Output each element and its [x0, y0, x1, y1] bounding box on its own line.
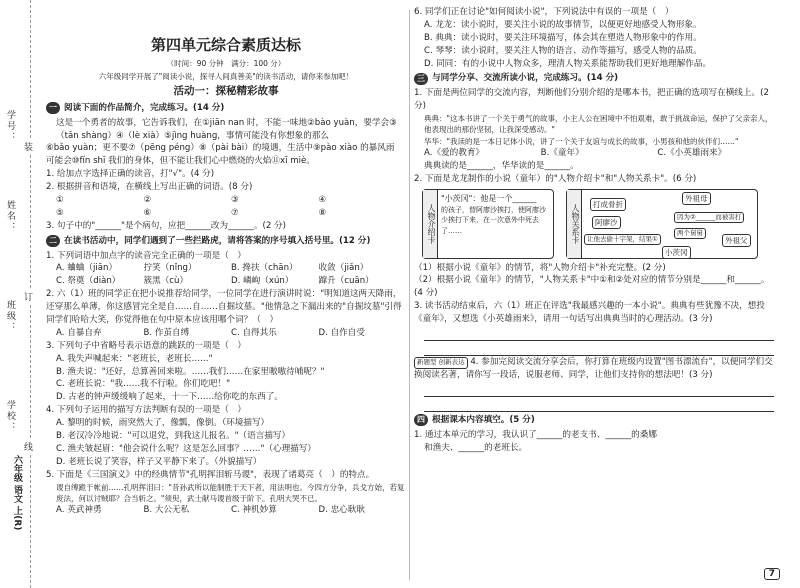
- option[interactable]: A. 黎明的时候，雨突然大了，像瓢，像倒。（环境描写）: [56, 418, 270, 429]
- option[interactable]: A. 龙龙：读小说时，要关注小说的故事情节，以便更好地感受人物形象。: [424, 19, 702, 30]
- blank-row: [46, 207, 406, 220]
- column-divider: [409, 10, 410, 580]
- option[interactable]: D. 同同：有的小说中人物众多，理清人物关系能帮助我们更好地理解作品。: [424, 58, 712, 69]
- section-4-heading: [414, 414, 774, 427]
- option: 收敛（jiǎn）: [318, 263, 369, 274]
- option[interactable]: A. 英武神勇: [56, 505, 102, 516]
- grade-brand: 六年级 语文 上(R): [12, 455, 22, 531]
- right-column: [414, 6, 774, 454]
- question-text: 4. 参加完阅读交流分享会后，你打算在班级内设置"图书漂流台"，以便同学们交换阅读名著，请你写一段话，说服老师、同学，让他们支持你的想法吧！(3 分): [414, 357, 773, 380]
- option-row: [414, 147, 774, 160]
- option[interactable]: B. 渔夫说："还好，总算善回来啦。……我们……在家里嗷嗷待哺呢？": [56, 366, 325, 377]
- question[interactable]: 1. 通过本单元的学习，我认识了______的老支书、______的桑娜: [414, 429, 657, 440]
- option: 簇黑（cù）: [143, 276, 189, 287]
- option[interactable]: C. 老班长说："我……我不行啦。你们吃吧！": [56, 379, 231, 390]
- margin-label-school: 学校：: [5, 400, 15, 433]
- option[interactable]: C. 神机妙算: [231, 505, 277, 516]
- activity-heading: 活动一：探秘精彩故事: [173, 85, 279, 97]
- question: 1. 下列词语中加点字的读音完全正确的一项是（ ）: [46, 250, 246, 261]
- option-row: [46, 504, 406, 517]
- passage-line: 这是一个勇者的故事，它告诉我们，在①jiān nan 时，不能一味地②bào yuàn，要学会③（tǎn shàng）④（lè xià）⑤jìng huàng，事情可能没有你想象的那么: [56, 117, 397, 141]
- node-steal-cross: 让他去偷十字架，结果①: [584, 234, 661, 246]
- answer-line[interactable]: [424, 385, 774, 397]
- new-type-badge: 新题型 创新表达: [414, 357, 468, 369]
- blank-label[interactable]: ⑦: [231, 207, 239, 218]
- binding-margin: [0, 0, 40, 588]
- option[interactable]: D. 古老的钟声缓缓响了起来，十一下……给你吃的东西了。: [56, 392, 283, 403]
- left-column: [46, 6, 406, 517]
- option[interactable]: B. 老汉冷冷地说："可以退党，到我这儿报名。"（语言描写）: [56, 431, 291, 442]
- answer-line[interactable]: 典典读的是______，华华读的是______。: [424, 160, 579, 171]
- section-badge: 二: [46, 235, 60, 247]
- card-desc: 的孩子，替阿廖沙挨打，使阿廖沙少挨打下来，在一次意外中死去了……: [441, 205, 546, 235]
- option[interactable]: C. 琴琴：读小说时，要关注人物的语言、动作等描写，感受人物的品质。: [424, 45, 702, 56]
- section-badge: 一: [46, 102, 60, 114]
- margin-label-name: 姓名：: [5, 200, 15, 233]
- option-row: [46, 275, 406, 288]
- answer-line[interactable]: [424, 344, 774, 356]
- section-badge: 四: [414, 414, 428, 426]
- character-intro-card: [422, 189, 554, 259]
- option[interactable]: D. 自作自受: [318, 327, 365, 338]
- answer-line[interactable]: [424, 329, 774, 341]
- option[interactable]: B. 搀扶（chān）: [231, 263, 298, 274]
- margin-cut-2: 订: [24, 290, 33, 303]
- page-title: 第四单元综合素质达标: [150, 36, 301, 54]
- option[interactable]: C.《小英雄雨来》: [657, 147, 727, 158]
- card-side-label: 人物关系卡: [567, 190, 582, 258]
- option[interactable]: B.《童年》: [540, 147, 584, 158]
- card-body: [438, 190, 553, 258]
- blank-row: [46, 194, 406, 207]
- question: （2）根据小说《童年》的情节，"人物关系卡"中①和②处对应的情节分别是______和______。(4 分): [414, 275, 770, 299]
- option[interactable]: C. 自得其乐: [231, 327, 277, 338]
- node-grandfather: 外祖父: [722, 234, 751, 247]
- blank-label[interactable]: ⑧: [318, 207, 327, 218]
- section-2-heading: [46, 235, 406, 248]
- section-title: 根据课本内容填空。(5 分): [432, 414, 535, 425]
- character-relation-card: [566, 189, 758, 259]
- blank-label[interactable]: ②: [143, 194, 152, 205]
- option[interactable]: D. 嶙峋（xún）: [231, 276, 294, 287]
- option-row: [46, 327, 406, 340]
- question: 6. 同学们正在讨论"如何阅读小说"，下列说法中有误的一项是（ ）: [414, 7, 674, 17]
- question: 4. 下列句子运用的描写方法判断有误的一项是（ ）: [46, 405, 246, 416]
- question[interactable]: 和渔夫、______的老班长。: [424, 442, 528, 453]
- passage-line: 可能会⑩fín shī 我们的身体，但不能让我们心中燃烧的火焰⑪xī miè。: [46, 156, 315, 167]
- option[interactable]: B. 典典：读小说时，要关注环境描写，体会其在塑造人物形象中的作用。: [424, 32, 702, 43]
- quote: 华华："我读的是一本日记体小说，讲了一个关于友谊与成长的故事，小男孩和他的伙伴们……": [424, 136, 739, 146]
- question: 2. 六（1）班的同学正在把小说推荐给同学，一位同学在进行演讲时说："明知道这两天降雨，还穿那么单薄，你这感冒完全是自……自……自掘坟墓。"他情急之下漏出来的"自掘坟墓"引得同学们哈哈大笑，你觉得他在句中原本应该用哪个词？（ ）: [46, 289, 402, 325]
- page-subtitle: （时间：90 分钟 满分：100 分）: [166, 58, 286, 68]
- option[interactable]: C. 渔夫皱起眉："他会说什么呢？这是怎么回事？……"（心理描写）: [56, 443, 316, 454]
- question: [414, 356, 774, 382]
- passage-line: ⑥bǎo yuàn；更不要⑦（pēng péng）⑧（pài bài）的境遇，生活中⑨pào xiào 的暴风雨: [46, 143, 395, 154]
- blank-label[interactable]: ⑥: [143, 207, 152, 218]
- blank-label[interactable]: ④: [318, 194, 327, 205]
- node-gypsy: 小茨冈: [662, 246, 691, 259]
- question: 3. 下列句子中省略号表示语意的跳跃的一项是（ ）: [46, 340, 246, 351]
- blank-label[interactable]: ⑤: [56, 207, 64, 218]
- option[interactable]: B. 大公无私: [143, 505, 190, 516]
- question: 5. 下面是《三国演义》中的经典情节"孔明挥泪斩马谡"，表现了诸葛亮（ ）的特点。: [46, 469, 375, 480]
- option[interactable]: A. 自暴自弃: [56, 327, 102, 338]
- question: 3. 读书活动结束后，六（1）班正在评选"我最感兴趣的一本小说"。典典有些犹豫不决，想投《童年》，又想选《小英雄雨来》，请用一句话写出典典当时的心理活动。(3 分): [414, 301, 765, 325]
- blank-label[interactable]: ③: [231, 194, 239, 205]
- section-title: 在读书活动中，同学们遇到了一些拦路虎，请将答案的序号填入括号里。(12 分): [64, 235, 371, 246]
- intro-text: 六年级同学开展了"阅读小说，探寻人间真善美"的读书活动，请你来参加吧！: [98, 71, 354, 81]
- option[interactable]: D. 忠心耿耿: [318, 505, 365, 516]
- quoted-text: 谡自缚跪于帐前……孔明挥泪曰："昔孙武所以能制胜于天下者，用法明也。今四方分争，兵戈方始，若复废法，何以讨贼耶？合当斩之。"须臾，武士献马谡首级于阶下。孔明大哭不已。: [56, 482, 405, 503]
- margin-cut-1: 装: [24, 140, 33, 153]
- option: 拧笑（nǐng）: [143, 263, 197, 274]
- section-1-heading: [46, 102, 406, 115]
- margin-cut-3: 线: [24, 440, 33, 453]
- question: 2. 下面是龙龙制作的小说（童年）的"人物介绍卡"和"人物关系卡"。(6 分): [414, 173, 697, 184]
- margin-label-class: 班级：: [5, 300, 15, 333]
- card-area: [422, 189, 774, 259]
- option[interactable]: C. 祭奠（diàn）: [56, 276, 121, 287]
- section-title: 阅读下面的作品简介，完成练习。(14 分): [64, 102, 225, 113]
- node-alyosha: 阿廖沙: [592, 216, 621, 229]
- node-reason: 因为②______而被害打: [674, 212, 744, 224]
- option[interactable]: A. 我失声喊起来："老班长，老班长……": [56, 353, 213, 364]
- question: 3. 句子中的"______"是个病句，应把______改为______。(2 分): [46, 220, 286, 231]
- node-fracture: 打成骨折: [590, 198, 626, 211]
- option[interactable]: A.《爱的教育》: [424, 147, 485, 158]
- section-3-heading: [414, 72, 774, 85]
- blank-label[interactable]: ①: [56, 194, 64, 205]
- option[interactable]: B. 作茧自缚: [143, 327, 190, 338]
- node-grandmother: 外祖母: [682, 192, 711, 205]
- question: 1. 给加点字选择正确的读音，打"√"。(4 分): [46, 169, 215, 180]
- answer-line[interactable]: [424, 400, 774, 412]
- question: （1）根据小说《童年》的情节，将"人物介绍卡"补充完整。(2 分): [414, 262, 666, 273]
- page-number: 7: [764, 568, 780, 580]
- option[interactable]: D. 老班长说了笑容，样子又平静下来了。（外貌描写）: [56, 456, 262, 467]
- card-side-label: 人物介绍卡: [423, 190, 438, 258]
- section-title: 与同学分享、交流所读小说，完成练习。(14 分): [432, 73, 619, 84]
- quote: 典典："这本书讲了一个关于勇气的故事，小主人公在困境中不怕艰难，敢于挑战命运，保护了父亲亲人，他表现出的那份坚韧，让我深受感动。": [424, 114, 773, 135]
- node-two-uncles: 两个舅舅: [674, 228, 706, 240]
- card-name-line[interactable]: "小茨冈"：他是一个______: [441, 193, 537, 203]
- option-row: [46, 262, 406, 275]
- question: 2. 根据拼音和语境，在横线上写出正确的词语。(8 分): [46, 182, 253, 193]
- section-badge: 三: [414, 73, 428, 85]
- margin-label-student-id: 学号：: [5, 110, 15, 143]
- question: 1. 下面是两位同学的交流内容，判断他们分别介绍的是哪本书，把正确的选项写在横线上。(2 分): [414, 88, 769, 112]
- relation-diagram: [582, 190, 757, 258]
- option[interactable]: A. 蛐蛐（jiān）: [56, 263, 118, 274]
- option: 蹿升（cuān）: [318, 276, 374, 287]
